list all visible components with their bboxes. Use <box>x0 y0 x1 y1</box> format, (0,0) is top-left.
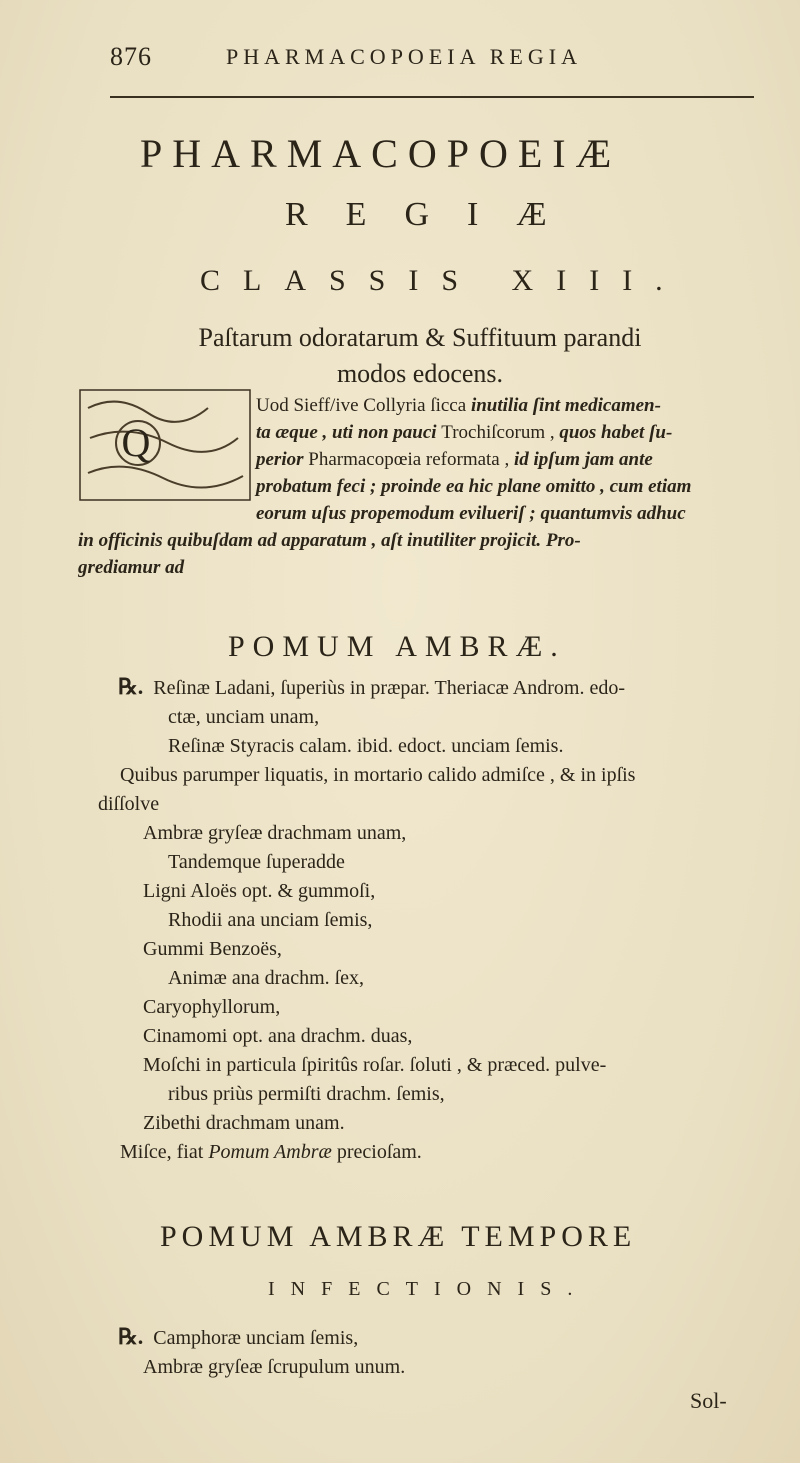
recipe-line: ctæ, unciam unam, <box>168 706 320 728</box>
recipe-line: Zibethi drachmam unam. <box>143 1112 345 1134</box>
intro-italic: id ipſum jam ante <box>514 449 653 470</box>
recipe-line: Animæ ana drachm. ſex, <box>168 967 365 989</box>
recipe-line: Reſinæ Styracis calam. ibid. edoct. unciam ſemis. <box>168 735 564 757</box>
running-head <box>110 36 680 76</box>
recipe-line: Gummi Benzoës, <box>143 938 282 960</box>
recipe-line: Ambræ gryſeæ ſcrupulum unum. <box>143 1356 406 1378</box>
drop-letter: Q <box>121 420 151 465</box>
recipe-line: Cinamomi opt. ana drachm. duas, <box>143 1025 413 1047</box>
intro-line-4 <box>78 473 738 500</box>
title-line-1: PHARMACOPOEIÆ <box>140 131 622 176</box>
intro-italic: quos habet ſu- <box>559 422 673 443</box>
page-number: 876 <box>110 42 152 71</box>
intro-italic: perior <box>256 449 309 470</box>
section-2-heading: POMUM AMBRÆ TEMPORE <box>160 1220 637 1253</box>
intro-italic: inutilia ſint medicamen- <box>470 395 661 416</box>
section-1-heading: POMUM AMBRÆ. <box>228 630 566 663</box>
intro-text: Uod Sieff/ive Collyria ſicca <box>256 395 471 416</box>
intro-line-7 <box>78 554 738 581</box>
recipe-line: Quibus parumper liquatis, in mortario calido admiſce , & in ipſis <box>120 764 636 786</box>
intro-line-3 <box>78 446 738 473</box>
recipe-text: Camphoræ unciam ſemis, <box>153 1327 359 1349</box>
subtitle <box>140 320 700 392</box>
recipe-line: Ambræ gryſeæ drachmam unam, <box>143 822 407 844</box>
recipe-line: Tandemque ſuperadde <box>168 851 345 873</box>
intro-line-2 <box>78 419 738 446</box>
recipe-line: diſſolve <box>98 793 160 815</box>
intro-italic: grediamur ad <box>78 557 185 578</box>
recipe-line: Rhodii ana unciam ſemis, <box>168 909 373 931</box>
rx-symbol: ℞. <box>118 1324 144 1349</box>
intro-line-5 <box>78 500 738 527</box>
section-2-subheading: INFECTIONIS. <box>268 1278 589 1300</box>
recipe-line: Caryophyllorum, <box>143 996 281 1018</box>
title-line-3: CLASSIS XIII. <box>200 264 686 297</box>
intro-text: Trochiſcorum , <box>441 422 560 443</box>
header-rule <box>110 96 754 98</box>
recipe-line <box>98 1322 738 1353</box>
title-line-2: REGIÆ <box>285 196 585 233</box>
catchword: Sol- <box>690 1388 727 1413</box>
intro-line-6 <box>78 527 738 554</box>
intro-text: Pharmacopœia reformata , <box>308 449 514 470</box>
recipe-italic: Pomum Ambræ <box>208 1141 332 1163</box>
recipe-line: ribus priùs permiſti drachm. ſemis, <box>168 1083 445 1105</box>
recipe-text: Reſinæ Ladani, ſuperiùs in præpar. Theriacæ Androm. edo- <box>153 677 625 699</box>
rx-symbol: ℞. <box>118 674 144 699</box>
section-2-recipe <box>98 1322 738 1382</box>
intro-italic: eorum uſus propemodum evilueriſ ; quantumvis adhuc <box>256 503 686 524</box>
subtitle-line-1: Paſtarum odoratarum & Suffituum parandi <box>198 323 642 352</box>
intro-line-1 <box>78 392 738 419</box>
section-1-recipe <box>98 672 738 1167</box>
recipe-line: Moſchi in particula ſpiritûs roſar. ſoluti , & præced. pulve- <box>143 1054 607 1076</box>
recipe-line <box>98 672 738 703</box>
recipe-line <box>98 1138 738 1167</box>
recipe-text: precioſam. <box>331 1141 422 1163</box>
intro-paragraph <box>78 392 738 581</box>
recipe-line: Ligni Aloës opt. & gummoſi, <box>143 880 376 902</box>
recipe-text: Miſce, fiat <box>120 1141 209 1163</box>
intro-italic: probatum feci ; proinde ea hic plane omitto , cum etiam <box>256 476 692 497</box>
intro-italic: ta æque , uti non pauci <box>256 422 442 443</box>
intro-italic: in officinis quibuſdam ad apparatum , aſt inutiliter projicit. Pro- <box>78 530 581 551</box>
subtitle-line-2: modos edocens. <box>336 359 504 388</box>
running-title: PHARMACOPOEIA REGIA <box>226 44 582 69</box>
